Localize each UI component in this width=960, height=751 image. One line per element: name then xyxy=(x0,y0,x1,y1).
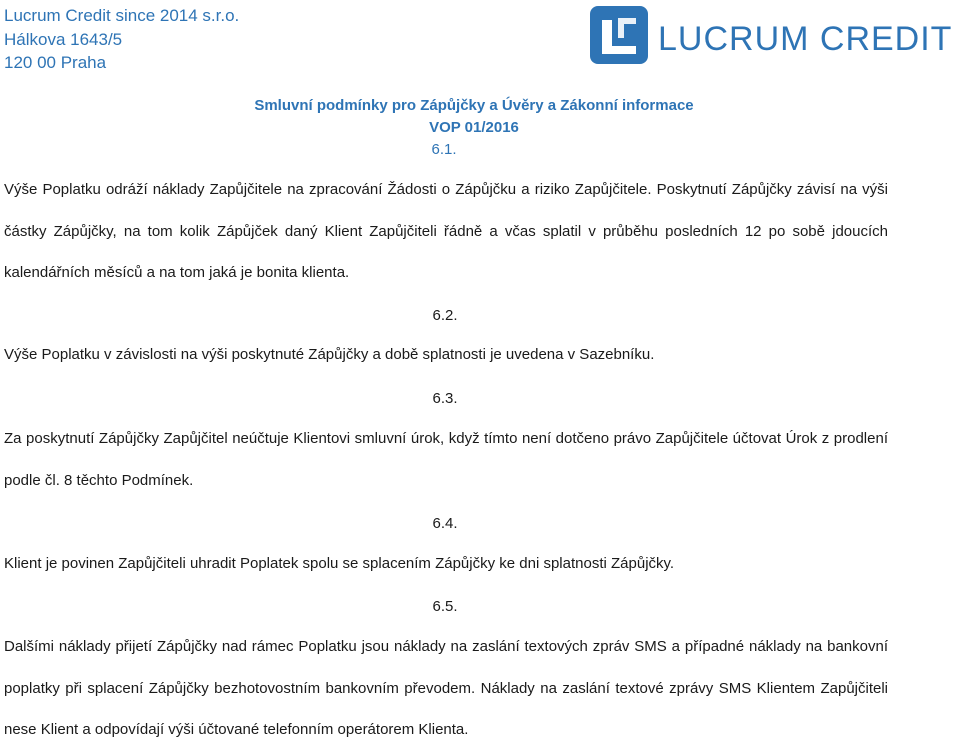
section-number-6-2: 6.2. xyxy=(432,307,458,324)
document-version: VOP 01/2016 xyxy=(429,119,519,136)
section-text-6-3: Za poskytnutí Zápůjčky Zapůjčitel neúčtuje Klientovi smluvní úrok, když tímto není dotčeno právo Zapůjčitele účtovat Úrok z prodlení podle čl. 8 těchto Podmínek. xyxy=(4,430,888,489)
section-number-6-3: 6.3. xyxy=(432,390,458,407)
section-text-6-4: Klient je povinen Zapůjčiteli uhradit Poplatek spolu se splacením Zápůjčky ke dni splatnosti Zápůjčky. xyxy=(4,555,675,572)
lucrum-credit-logo xyxy=(588,4,958,68)
section-number-6-1: 6.1. xyxy=(431,141,457,158)
section-text-6-2: Výše Poplatku v závislosti na výši poskytnuté Zápůjčky a době splatnosti je uvedena v Sazebníku. xyxy=(4,346,655,363)
company-name: Lucrum Credit since 2014 s.r.o. xyxy=(4,6,240,25)
section-number-6-4: 6.4. xyxy=(432,515,458,532)
lucrum-square-logo-icon xyxy=(588,4,958,68)
logo-text: LUCRUM CREDIT xyxy=(658,20,953,58)
section-number-6-5: 6.5. xyxy=(432,598,458,615)
company-street: Hálkova 1643/5 xyxy=(4,29,123,49)
document-title: Smluvní podmínky pro Zápůjčky a Úvěry a Zákonní informace xyxy=(254,97,694,114)
section-text-6-1: Výše Poplatku odráží náklady Zapůjčitele na zpracování Žádosti o Zápůjčku a riziko Zapůjčitele. Poskytnutí Zápůjčky závisí na výši částky Zápůjčky, na tom kolik Zápůjček daný Klient Zapůjčiteli řádně a včas splatil v průběhu posledních 12 po sobě jdoucích kalendářních měsíců a na tom jaká je bonita klienta. xyxy=(4,181,888,281)
section-text-6-5: Dalšími náklady přijetí Zápůjčky nad rámec Poplatku jsou náklady na zaslání textových zpráv SMS a případné náklady na bankovní poplatky při splacení Zápůjčky bezhotovostním bankovním převodem. Náklady na zaslání textové zprávy SMS Klientem Zapůjčiteli nese Klient a odpovídají výši účtované telefonním operátorem Klienta. xyxy=(4,638,888,738)
company-address xyxy=(4,4,239,75)
company-city: 120 00 Praha xyxy=(4,53,107,72)
